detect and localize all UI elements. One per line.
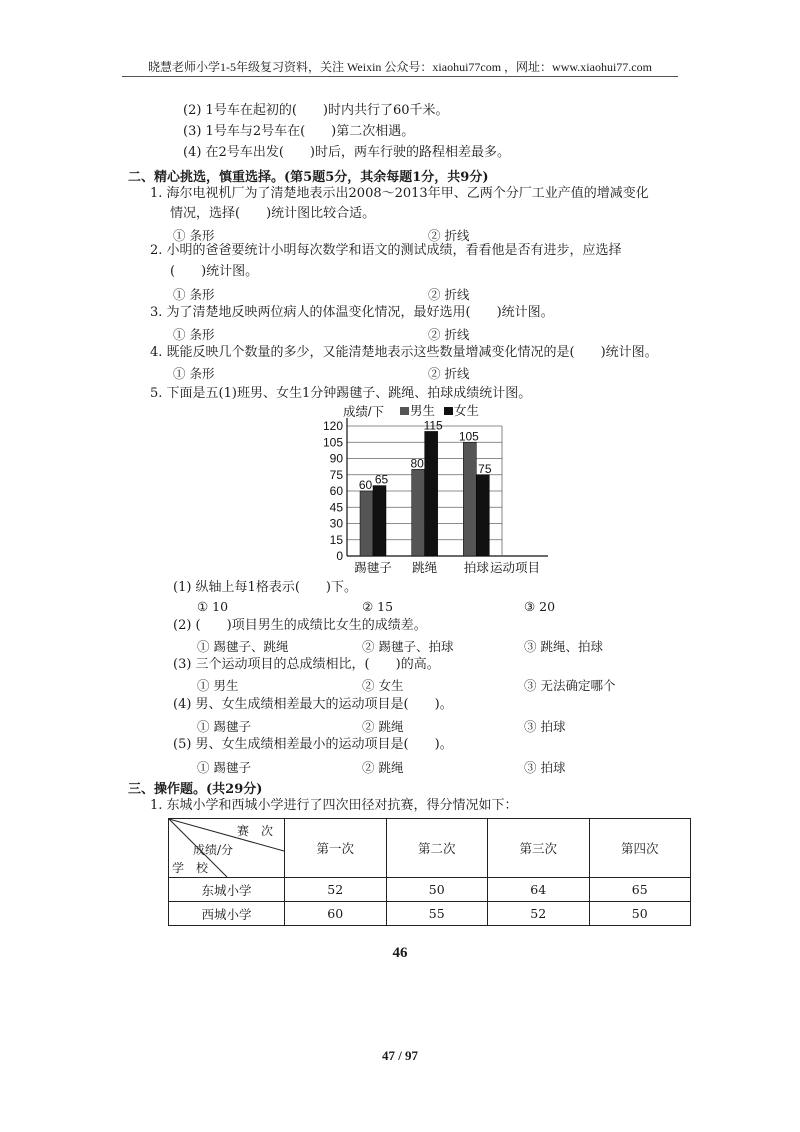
q2-line1: 2. 小明的爸爸要统计小明每次数学和语文的测试成绩，看看他是否有进步，应选择 [150,243,622,258]
data-label: 60 [358,478,373,492]
col-header: 第四次 [589,819,691,878]
q4-line1: 4. 既能反映几个数量的多少，又能清楚地表示这些数量增减变化情况的是( )统计图。 [150,345,658,360]
bar-chart [310,400,560,578]
bar-男生-跳绳 [412,469,425,556]
footer-page-count: 47 / 97 [381,1048,419,1063]
sub-q2: (2) ( )项目男生的成绩比女生的成绩差。 [173,618,427,633]
q3-line1: 3. 为了清楚地反映两位病人的体温变化情况，最好选用( )统计图。 [150,305,554,320]
table-cell: 52 [488,902,590,926]
sub-q1: (1) 纵轴上每1格表示( )下。 [173,580,357,595]
diag-label-bottom: 学 校 [172,861,209,875]
y-tick-label: 30 [329,516,343,531]
q1-option-2: ② 折线 [428,228,470,243]
table-cell: 65 [589,878,691,902]
table-cell: 50 [386,878,488,902]
table-header-row [169,819,691,878]
x-tick-label: 拍球 [463,561,489,575]
q4-option-1: ① 条形 [173,366,215,381]
sub-q4-option-2: ② 跳绳 [362,719,404,734]
table-row [169,902,691,926]
data-label: 115 [423,418,443,433]
sub-q2-option-3: ③ 跳绳、拍球 [524,639,603,654]
y-axis-label: 成绩/下 [343,405,384,419]
bar-女生-踢毽子 [373,486,386,556]
table-cell: 64 [488,878,590,902]
sub-q3-option-1: ① 男生 [197,678,239,693]
table-cell: 50 [589,902,691,926]
x-tick-label: 跳绳 [412,561,438,575]
legend-swatch-0 [400,407,409,415]
q1-option-1: ① 条形 [173,228,215,243]
prior-question-2: (2) 1号车在起初的( )时内共行了60千米。 [183,103,449,118]
q5-line1: 5. 下面是五(1)班男、女生1分钟踢毽子、跳绳、拍球成绩统计图。 [150,386,532,401]
prior-question-4: (4) 在2号车出发( )时后，两车行驶的路程相差最多。 [183,145,510,160]
legend-label-1: 女生 [454,404,480,418]
y-tick-label: 15 [329,532,343,547]
diag-label-mid: 成绩/分 [193,843,234,857]
data-label: 65 [374,472,389,487]
y-tick-label: 75 [329,467,343,482]
q1-line2: 情况，选择( )统计图比较合适。 [170,206,376,221]
diagonal-header-cell [169,819,285,878]
sub-q3: (3) 三个运动项目的总成绩相比，( )的高。 [173,657,440,672]
header-divider [122,76,678,77]
bar-男生-踢毽子 [360,491,373,556]
sub-q5-option-1: ① 踢毽子 [197,760,251,775]
x-tick-label: 踢毽子 [354,561,392,575]
legend-swatch-1 [444,407,453,415]
sub-q5-option-2: ② 跳绳 [362,760,404,775]
section-2-title: 二、精心挑选，慎重选择。(第5题5分，其余每题1分，共9分) [128,170,489,185]
sub-q4-option-3: ③ 拍球 [524,719,566,734]
q2-option-1: ① 条形 [173,287,215,302]
x-axis-label: 运动项目 [489,561,541,575]
col-header: 第一次 [285,819,387,878]
section-3-title: 三、操作题。(共29分) [128,782,263,797]
bar-女生-跳绳 [425,431,438,556]
sub-q1-option-3: ③ 20 [524,599,556,614]
row-label: 西城小学 [169,902,285,926]
q3-option-2: ② 折线 [428,327,470,342]
y-tick-label: 90 [329,451,343,466]
table-cell: 52 [285,878,387,902]
table-cell: 60 [285,902,387,926]
sub-q2-option-1: ① 踢毽子、跳绳 [197,639,289,654]
sub-q4-option-1: ① 踢毽子 [197,719,251,734]
sub-q5-option-3: ③ 拍球 [524,760,566,775]
diag-label-top: 赛 次 [237,824,274,838]
prior-question-3: (3) 1号车与2号车在( )第二次相遇。 [183,124,415,139]
q3-option-1: ① 条形 [173,327,215,342]
q4-option-2: ② 折线 [428,366,470,381]
q1-line1: 1. 海尔电视机厂为了清楚地表示出2008～2013年甲、乙两个分厂工业产值的增减变化 [150,186,649,201]
page-number: 46 [392,945,408,961]
sub-q5: (5) 男、女生成绩相差最小的运动项目是( )。 [173,737,453,752]
sub-q1-option-2: ② 15 [362,599,394,614]
col-header: 第二次 [386,819,488,878]
score-table [168,818,691,926]
y-tick-label: 120 [322,419,343,433]
sub-q4: (4) 男、女生成绩相差最大的运动项目是( )。 [173,697,453,712]
sub-q3-option-2: ② 女生 [362,678,404,693]
legend-label-0: 男生 [410,404,436,418]
q2-line2: ( )统计图。 [170,264,259,279]
q2-option-2: ② 折线 [428,287,470,302]
row-label: 东城小学 [169,878,285,902]
sub-q1-option-1: ① 10 [197,599,229,614]
data-label: 105 [458,429,479,444]
y-tick-label: 0 [336,549,343,563]
bar-男生-拍球 [463,442,476,556]
sub-q2-option-2: ② 踢毽子、拍球 [362,639,454,654]
s3-q1: 1. 东城小学和西城小学进行了四次田径对抗赛，得分情况如下： [150,798,518,813]
y-tick-label: 45 [329,500,343,515]
data-label: 75 [478,461,492,476]
table-row [169,878,691,902]
y-tick-label: 60 [329,484,343,498]
page-header: 晓慧老师小学1-5年级复习资料，关注 Weixin 公众号：xiaohui77com ，网址：www.xiaohui77.com [148,60,652,74]
y-tick-label: 105 [322,435,343,450]
table-cell: 55 [386,902,488,926]
bar-女生-拍球 [476,475,489,556]
col-header: 第三次 [488,819,590,878]
data-label: 80 [410,456,424,471]
sub-q3-option-3: ③ 无法确定哪个 [524,678,616,693]
